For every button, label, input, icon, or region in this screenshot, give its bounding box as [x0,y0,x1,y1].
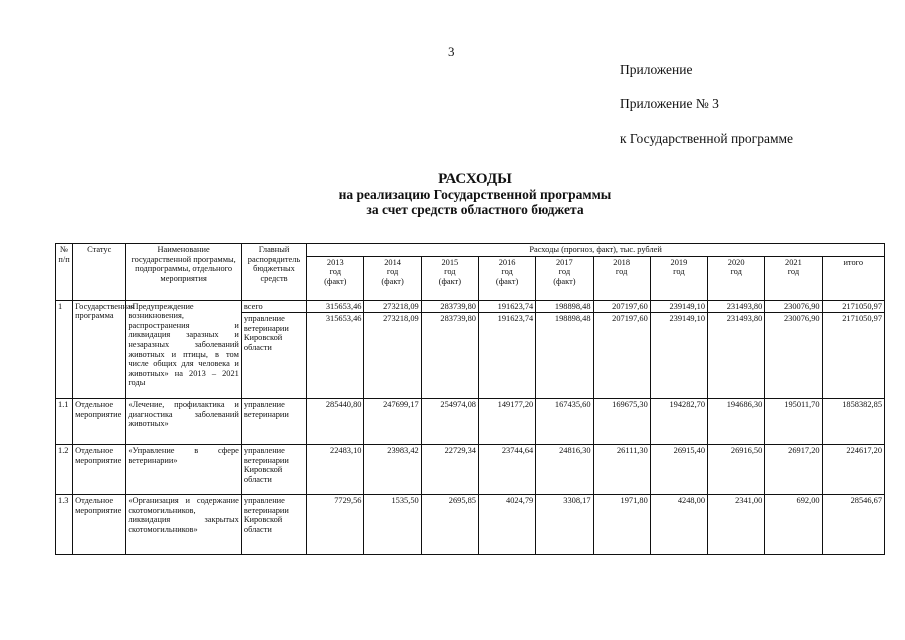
cell-value: 239149,10 [650,300,707,313]
year-label: 2013 [326,257,344,267]
cell-value: 23983,42 [364,445,421,495]
year-sub: год [386,267,399,277]
cell-num: 1.2 [56,445,73,495]
cell-value: 1535,50 [364,495,421,555]
cell-value: 247699,17 [364,399,421,445]
year-kind: (факт) [553,276,576,286]
year-kind: (факт) [438,276,461,286]
header-year-2021 [765,256,822,300]
year-sub: год [673,267,685,277]
header-status: Статус [73,244,126,301]
cell-value: 195011,70 [765,399,822,445]
cell-status: Отдельное мероприятие [73,399,126,445]
cell-value: 1971,80 [593,495,650,555]
title-line-2: на реализацию Государственной программы [338,187,612,202]
cell-value: 692,00 [765,495,822,555]
year-sub: год [501,267,513,277]
document-title [0,171,905,217]
table-row [56,300,885,313]
header-year-2013 [307,256,364,300]
cell-value: 230076,90 [765,300,822,313]
cell-value: 169675,30 [593,399,650,445]
year-label: 2016 [498,257,516,267]
cell-total: 28546,67 [822,495,884,555]
cell-value: 198898,48 [536,300,593,313]
year-label: 2020 [727,257,745,267]
year-kind: (факт) [381,276,404,286]
cell-num: 1 [56,300,73,399]
cell-value: 149177,20 [478,399,535,445]
cell-value: 207197,60 [593,300,650,313]
year-kind: (факт) [495,276,519,286]
expenses-table [55,243,885,555]
cell-name: «Управление в сфере ветеринарии» [126,445,242,495]
table-row [56,495,885,555]
cell-value: 194686,30 [708,399,765,445]
appendix-line-1: Приложение [620,62,693,77]
header-row-1 [56,244,885,257]
cell-status: Отдельное мероприятие [73,445,126,495]
cell-total: 224617,20 [822,445,884,495]
cell-value: 191623,74 [478,300,535,313]
appendix-line-2: Приложение № 3 [620,96,719,111]
header-year-2015 [421,256,478,300]
cell-value: 26917,20 [765,445,822,495]
header-year-2014 [364,256,421,300]
cell-value: 22729,34 [421,445,478,495]
cell-total: 2171050,97 [822,300,884,313]
cell-value: 26915,40 [650,445,707,495]
cell-manager: управление ветеринарии [241,399,306,445]
cell-value: 24816,30 [536,445,593,495]
cell-value: 315653,46 [307,300,364,313]
cell-value: 254974,08 [421,399,478,445]
cell-manager: всего [241,300,306,313]
year-label: 2019 [670,257,688,267]
year-label: 2021 [785,257,802,267]
cell-value: 285440,80 [307,399,364,445]
cell-total: 1858382,85 [822,399,884,445]
cell-value: 315653,46 [307,313,364,399]
cell-value: 4248,00 [650,495,707,555]
header-name: Наименование государственной программы, подпрограммы, отдельного мероприятия [126,244,242,301]
cell-value: 26111,30 [593,445,650,495]
title-line-1: РАСХОДЫ [438,171,512,187]
cell-value: 3308,17 [536,495,593,555]
cell-value: 22483,10 [307,445,364,495]
cell-value: 194282,70 [650,399,707,445]
cell-status: Государственная программа [73,300,126,399]
cell-value: 2695,85 [421,495,478,555]
cell-status: Отдельное мероприятие [73,495,126,555]
header-year-2019 [650,256,707,300]
page-number: 3 [448,44,455,59]
cell-value: 239149,10 [650,313,707,399]
cell-value: 7729,56 [307,495,364,555]
cell-value: 283739,80 [421,313,478,399]
cell-manager: управление ветеринарии Кировской области [241,495,306,555]
year-sub: год [444,267,456,277]
title-line-3: за счет средств областного бюджета [366,202,584,217]
cell-manager: управление ветеринарии Кировской области [241,445,306,495]
header-total: итого [822,256,884,300]
cell-value: 26916,50 [708,445,765,495]
cell-value: 191623,74 [478,313,535,399]
cell-value: 273218,09 [364,313,421,399]
cell-value: 283739,80 [421,300,478,313]
header-expenses: Расходы (прогноз, факт), тыс. рублей [307,244,885,257]
cell-total: 2171050,97 [822,313,884,399]
table-row [56,399,885,445]
cell-manager: управление ветеринарии Кировской области [241,313,306,399]
year-label: 2017 [555,257,573,267]
year-kind: (факт) [324,276,347,286]
appendix-line-3: к Государственной программе [620,131,794,146]
cell-value: 273218,09 [364,300,421,313]
cell-value: 23744,64 [478,445,535,495]
cell-value: 2341,00 [708,495,765,555]
cell-num: 1.1 [56,399,73,445]
cell-name: «Предупреждение возникновения, распространения и ликвидация заразных и незаразных заболеваний животных и птицы, в том числе общих для человека и животных» на 2013 – 2021 годы [126,300,242,399]
cell-name: «Организация и содержание скотомогильников, ликвидация закрытых скотомогильников» [126,495,242,555]
year-sub: год [329,267,342,277]
year-sub: год [787,267,800,277]
cell-value: 4024,79 [478,495,535,555]
cell-value: 167435,60 [536,399,593,445]
header-manager: Главный распорядитель бюджетных средств [241,244,306,301]
header-year-2016 [478,256,535,300]
year-label: 2018 [613,257,630,267]
header-year-2020 [708,256,765,300]
header-year-2017 [536,256,593,300]
cell-value: 198898,48 [536,313,593,399]
cell-name: «Лечение, профилактика и диагностика заболеваний животных» [126,399,242,445]
cell-value: 230076,90 [765,313,822,399]
year-sub: год [730,267,742,277]
year-sub: год [558,267,571,277]
header-num: № п/п [56,244,73,301]
year-label: 2014 [384,257,401,267]
cell-value: 231493,80 [708,313,765,399]
year-label: 2015 [441,257,459,267]
cell-num: 1.3 [56,495,73,555]
cell-value: 231493,80 [708,300,765,313]
year-sub: год [615,267,628,277]
header-year-2018 [593,256,650,300]
cell-value: 207197,60 [593,313,650,399]
table-row [56,445,885,495]
